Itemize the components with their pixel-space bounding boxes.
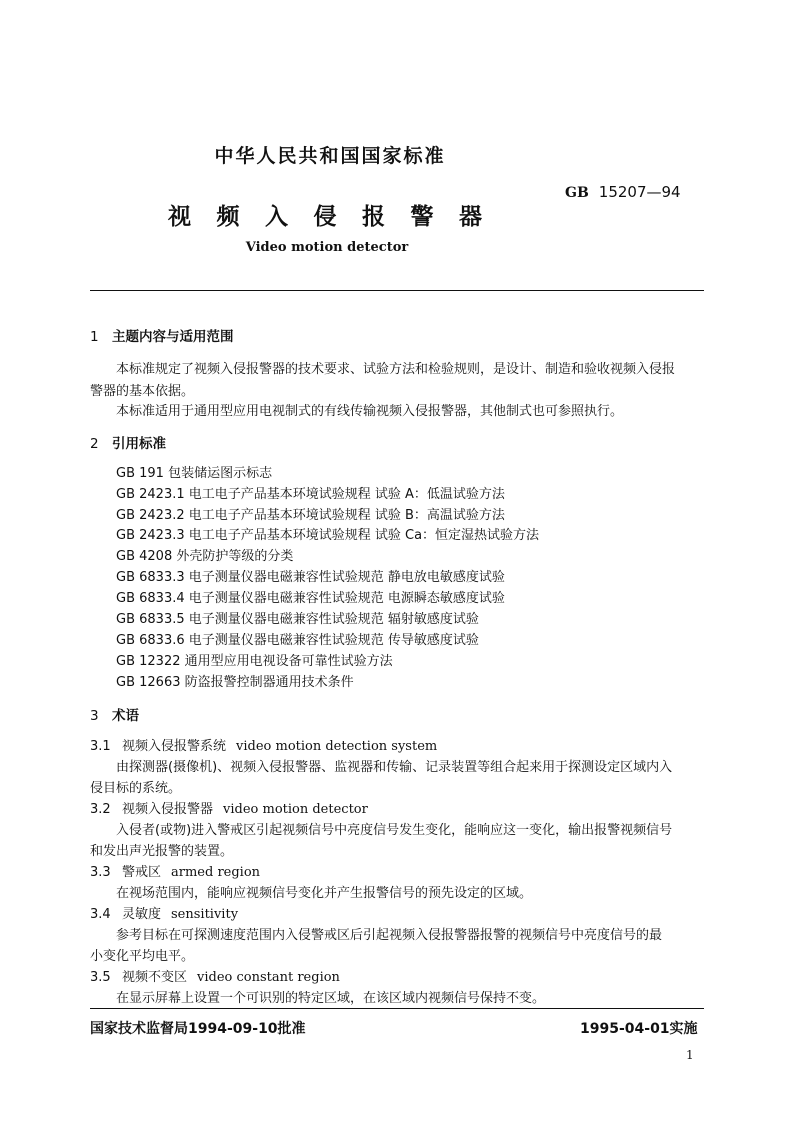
- term-3-4-heading: 3.4 灵敏度 sensitivity: [90, 907, 239, 922]
- reference-item: GB 6833.6 电子测量仪器电磁兼容性试验规范 传导敏感度试验: [116, 633, 479, 648]
- reference-item: GB 2423.2 电工电子产品基本环境试验规程 试验 B：高温试验方法: [116, 508, 505, 523]
- approval-date: 国家技术监督局1994-09-10批准: [90, 1021, 306, 1037]
- term-3-1-definition-line-1: 由探测器(摄像机)、视频入侵报警器、监视器和传输、记录装置等组合起来用于探测设定区域内入: [116, 760, 673, 775]
- section-2-heading: 2 引用标准: [90, 436, 166, 452]
- term-3-2-definition-line-1: 入侵者(或物)进入警戒区引起视频信号中亮度信号发生变化，能响应这一变化，输出报警视频信号: [116, 823, 673, 838]
- implementation-date: 1995-04-01实施: [580, 1021, 698, 1037]
- reference-item: GB 2423.3 电工电子产品基本环境试验规程 试验 Ca：恒定湿热试验方法: [116, 528, 540, 543]
- issuing-authority: 中华人民共和国国家标准: [214, 145, 446, 167]
- reference-item: GB 4208 外壳防护等级的分类: [116, 549, 294, 564]
- standard-prefix: GB: [565, 185, 589, 201]
- standard-number: [565, 183, 681, 201]
- reference-item: GB 191 包装储运图示标志: [116, 466, 273, 481]
- title-char: 入: [265, 204, 288, 230]
- section-1-para-1-line-1: 本标准规定了视频入侵报警器的技术要求、试验方法和检验规则，是设计、制造和验收视频入侵报: [116, 362, 676, 377]
- standard-code: 15207—94: [598, 183, 681, 201]
- footer-divider: [90, 1008, 704, 1009]
- term-3-4-definition-line-2: 小变化平均电平。: [90, 949, 195, 964]
- title-char: 报: [362, 204, 385, 230]
- reference-item: GB 6833.4 电子测量仪器电磁兼容性试验规范 电源瞬态敏感度试验: [116, 591, 505, 606]
- term-3-4-definition-line-1: 参考目标在可探测速度范围内入侵警戒区后引起视频入侵报警器报警的视频信号中亮度信号的最: [116, 928, 663, 943]
- section-1-para-2: 本标准适用于通用型应用电视制式的有线传输视频入侵报警器，其他制式也可参照执行。: [116, 404, 624, 419]
- term-3-2-heading: 3.2 视频入侵报警器 video motion detector: [90, 802, 368, 817]
- page-number: 1: [686, 1048, 694, 1062]
- title-char: 频: [216, 204, 240, 230]
- document-title: [168, 198, 508, 231]
- term-3-1-definition-line-2: 侵目标的系统。: [90, 781, 182, 796]
- reference-item: GB 6833.5 电子测量仪器电磁兼容性试验规范 辐射敏感度试验: [116, 612, 479, 627]
- term-3-1-heading: 3.1 视频入侵报警系统 video motion detection system: [90, 739, 438, 754]
- term-3-5-definition: 在显示屏幕上设置一个可识别的特定区域，在该区域内视频信号保持不变。: [116, 991, 546, 1006]
- term-3-3-heading: 3.3 警戒区 armed region: [90, 865, 261, 880]
- reference-item: GB 12663 防盗报警控制器通用技术条件: [116, 675, 354, 690]
- reference-item: GB 6833.3 电子测量仪器电磁兼容性试验规范 静电放电敏感度试验: [116, 570, 505, 585]
- title-char: 器: [459, 204, 482, 230]
- reference-item: GB 12322 通用型应用电视设备可靠性试验方法: [116, 654, 393, 669]
- document-title-english: Video motion detector: [245, 240, 409, 255]
- section-3-heading: 3 术语: [90, 708, 139, 724]
- header-divider: [90, 290, 704, 291]
- term-3-3-definition: 在视场范围内，能响应视频信号变化并产生报警信号的预先设定的区域。: [116, 886, 533, 901]
- term-3-2-definition-line-2: 和发出声光报警的装置。: [90, 844, 234, 859]
- title-char: 侵: [313, 204, 337, 230]
- section-1-heading: 1 主题内容与适用范围: [90, 329, 234, 345]
- reference-item: GB 2423.1 电工电子产品基本环境试验规程 试验 A：低温试验方法: [116, 487, 505, 502]
- title-char: 视: [168, 204, 191, 230]
- section-1-para-1-line-2: 警器的基本依据。: [90, 384, 195, 399]
- title-char: 警: [410, 204, 434, 230]
- term-3-5-heading: 3.5 视频不变区 video constant region: [90, 970, 340, 985]
